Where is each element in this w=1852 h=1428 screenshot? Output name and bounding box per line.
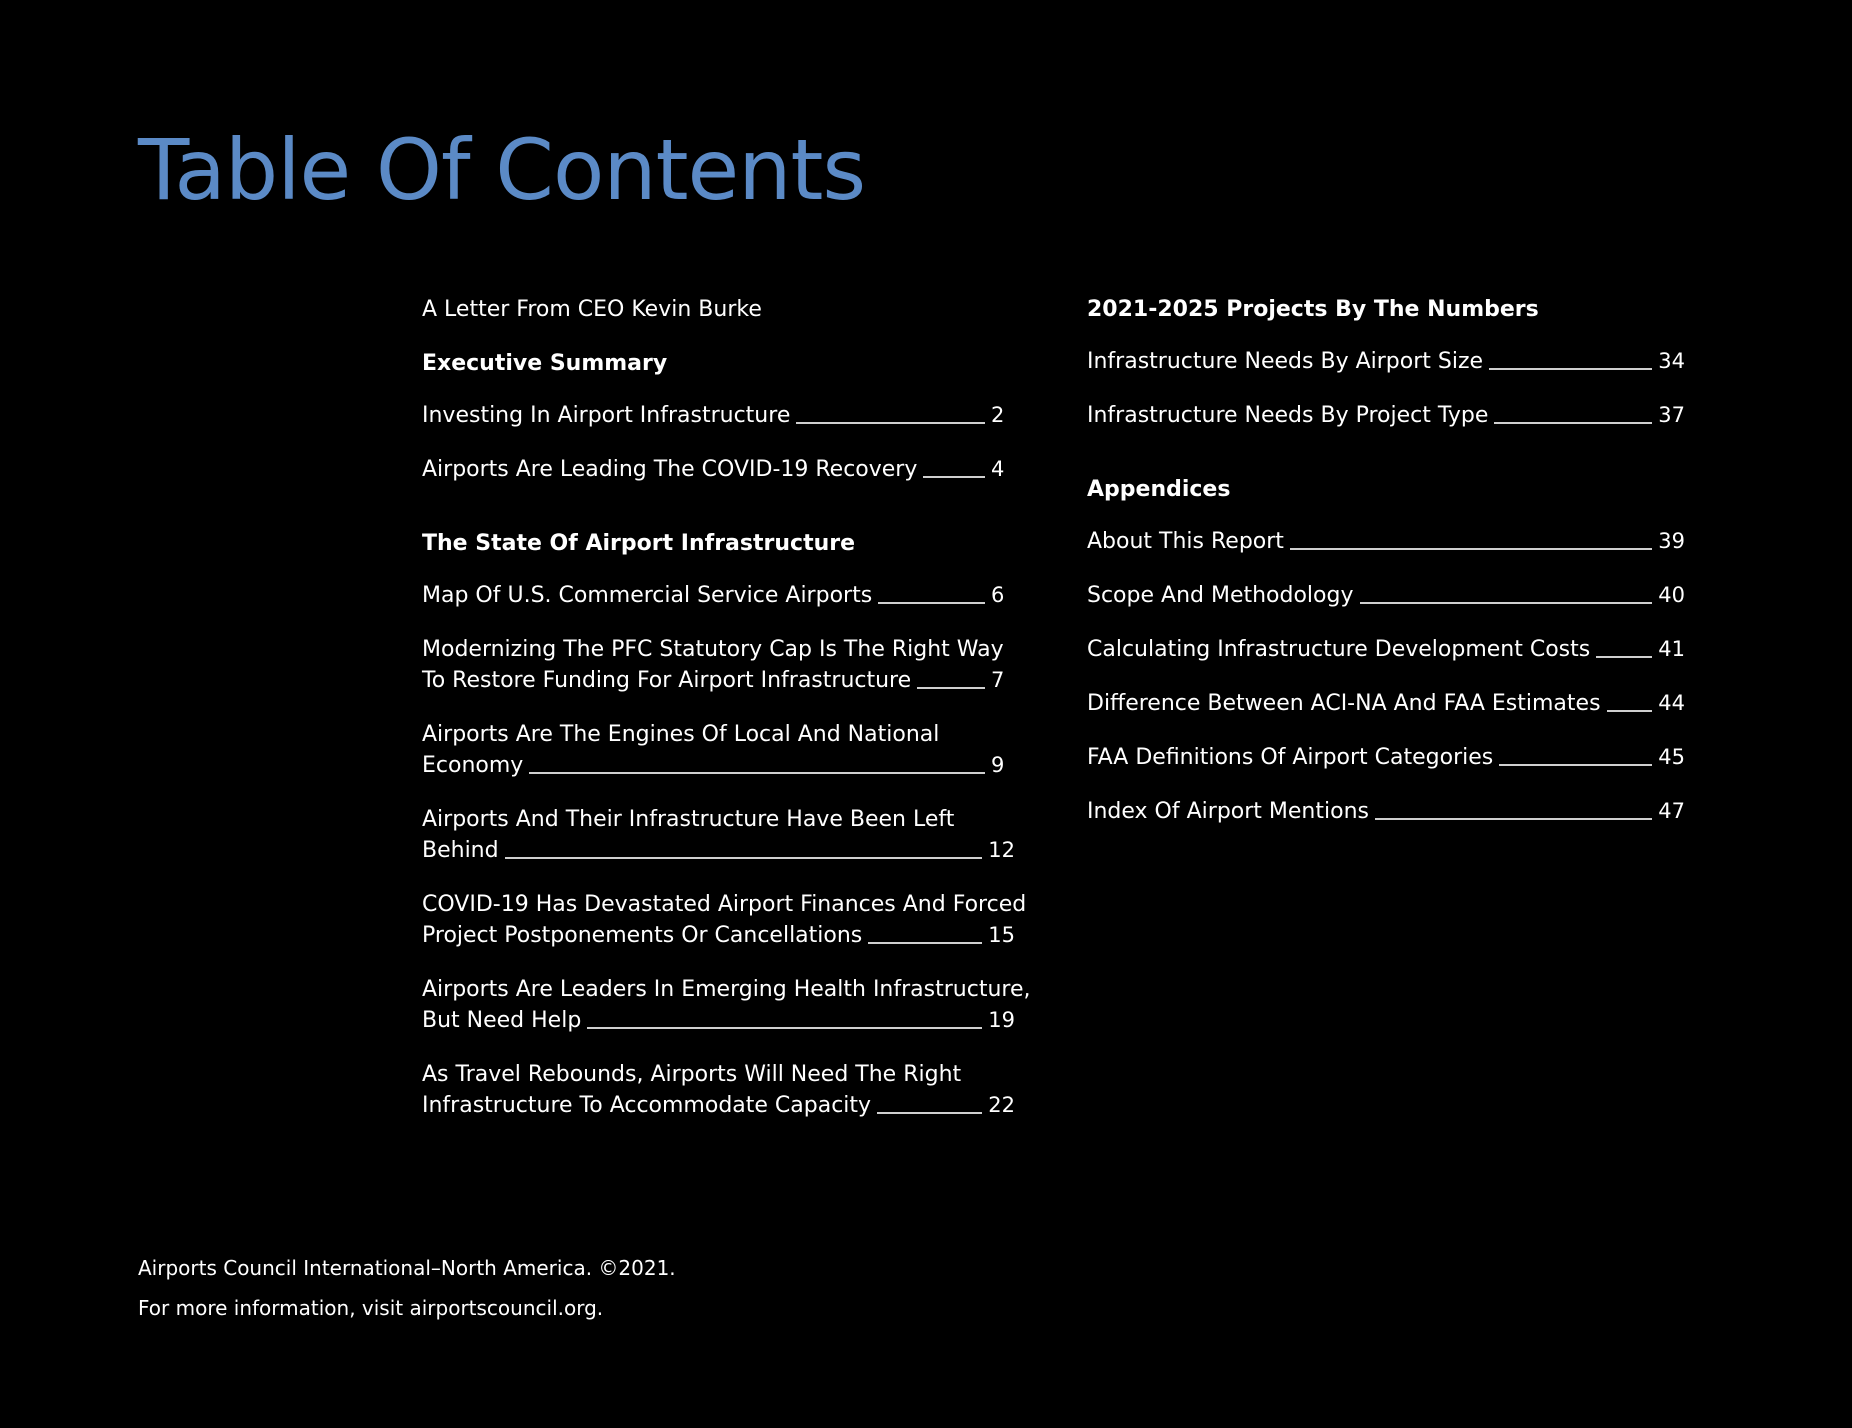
toc-left-column [422,292,1031,1144]
page-number: 22 [988,1093,1015,1117]
dot-leader [1494,422,1652,424]
page-number: 15 [988,923,1015,947]
dot-leader [1489,368,1652,370]
toc-entry-label: Calculating Infrastructure Development Costs [1087,637,1591,662]
toc-entry-label: Airports Are Leading The COVID-19 Recovery [422,457,918,482]
page-number: 12 [988,838,1015,862]
toc-entry-label: About This Report [1087,529,1284,554]
page-number: 4 [991,457,1005,481]
dot-leader [1607,710,1653,712]
dot-leader [587,1027,982,1029]
dot-leader [1375,818,1652,820]
toc-entry[interactable] [1087,634,1685,665]
toc-entry-label-line1: Modernizing The PFC Statutory Cap Is The Right Way [422,637,1004,662]
toc-entry-label: FAA Definitions Of Airport Categories [1087,745,1494,770]
dot-leader [796,422,985,424]
section-heading-state-of-infrastructure: The State Of Airport Infrastructure [422,531,856,556]
page-number: 37 [1658,403,1685,427]
toc-entry[interactable] [1087,400,1685,431]
page-number: 6 [991,583,1005,607]
page-number: 9 [991,753,1005,777]
toc-entry[interactable] [422,719,1015,781]
toc-entry-label-line2: To Restore Funding For Airport Infrastructure [422,668,912,693]
toc-entry[interactable] [1087,796,1685,827]
toc-entry-label-line2: Behind [422,838,499,863]
toc-entry-label: A Letter From CEO Kevin Burke [422,297,762,322]
toc-entry-label-line2: Project Postponements Or Cancellations [422,923,863,948]
section-heading-appendices: Appendices [1087,477,1231,502]
toc-entry[interactable] [422,454,1015,485]
toc-entry[interactable] [422,580,1015,611]
toc-entry-label: Infrastructure Needs By Project Type [1087,403,1489,428]
toc-entry-label-line2: But Need Help [422,1008,582,1033]
toc-entry[interactable] [1087,526,1685,557]
toc-entry-label: Index Of Airport Mentions [1087,799,1369,824]
page-number: 40 [1658,583,1685,607]
dot-leader [878,602,985,604]
toc-entry-label-line2: Economy [422,753,524,778]
toc-entry[interactable] [422,804,1015,866]
toc-entry[interactable] [422,1059,1015,1121]
dot-leader [1596,656,1652,658]
footer-info: For more information, visit airportscouncil.org. [138,1296,604,1320]
toc-entry-label-line2: Infrastructure To Accommodate Capacity [422,1093,872,1118]
toc-entry[interactable] [422,974,1031,1036]
section-heading-executive-summary: Executive Summary [422,351,668,376]
toc-entry-label: Map Of U.S. Commercial Service Airports [422,583,873,608]
dot-leader [529,772,985,774]
toc-right-column [1087,292,1685,850]
toc-entry[interactable] [1087,742,1685,773]
toc-entry-label-line1: As Travel Rebounds, Airports Will Need The Right [422,1062,962,1087]
page-number: 41 [1658,637,1685,661]
toc-entry[interactable] [422,400,1015,431]
page-number: 34 [1658,349,1685,373]
dot-leader [1290,548,1652,550]
toc-entry[interactable] [422,634,1015,696]
dot-leader [877,1112,982,1114]
toc-entry[interactable] [1087,580,1685,611]
toc-entry-label-line1: Airports And Their Infrastructure Have Been Left [422,807,955,832]
page-number: 7 [991,668,1005,692]
page-number: 45 [1658,745,1685,769]
toc-entry-label-line1: COVID-19 Has Devastated Airport Finances And Forced [422,892,1027,917]
toc-entry[interactable] [1087,346,1685,377]
dot-leader [917,687,985,689]
page-number: 47 [1658,799,1685,823]
dot-leader [923,476,985,478]
toc-entry-label: Difference Between ACI-NA And FAA Estimates [1087,691,1601,716]
dot-leader [868,942,982,944]
toc-entry-label-line1: Airports Are Leaders In Emerging Health Infrastructure, [422,977,1031,1002]
footer-copyright: Airports Council International–North America. ©2021. [138,1256,676,1280]
dot-leader [1360,602,1653,604]
page-number: 2 [991,403,1005,427]
toc-entry-label-line1: Airports Are The Engines Of Local And National [422,722,940,747]
page-number: 39 [1658,529,1685,553]
toc-entry-label: Scope And Methodology [1087,583,1354,608]
dot-leader [1499,764,1652,766]
page-number: 44 [1658,691,1685,715]
toc-entry-label: Investing In Airport Infrastructure [422,403,791,428]
dot-leader [505,857,983,859]
page-number: 19 [988,1008,1015,1032]
section-heading-projects-by-numbers: 2021-2025 Projects By The Numbers [1087,297,1539,322]
toc-entry[interactable] [422,889,1027,951]
page-title: Table Of Contents [138,121,866,219]
toc-entry-ceo-letter[interactable] [422,292,1015,328]
toc-entry[interactable] [1087,688,1685,719]
toc-entry-label: Infrastructure Needs By Airport Size [1087,349,1484,374]
